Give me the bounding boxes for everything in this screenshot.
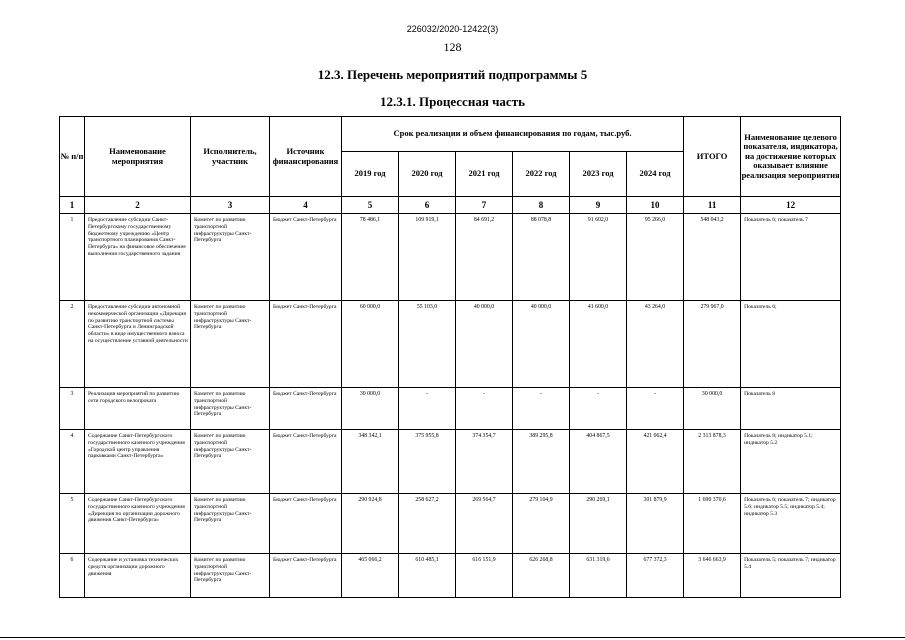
value-2020: 109 919,1: [399, 214, 456, 301]
value-2020: 55 103,0: [399, 301, 456, 388]
value-2024: -: [627, 388, 684, 430]
value-2019: 78 486,1: [342, 214, 399, 301]
table-row: [60, 301, 841, 388]
table-row: [60, 430, 841, 494]
header-name: Наименование мероприятия: [85, 117, 191, 197]
funding-source: Бюджет Санкт-Петербурга: [270, 494, 342, 554]
value-2019: 348 342,1: [342, 430, 399, 494]
column-number: 11: [684, 197, 741, 214]
header-year: 2020 год: [399, 152, 456, 197]
column-number: 8: [513, 197, 570, 214]
document-id: 226032/2020-12422(3): [406, 24, 499, 34]
value-2021: 616 151,9: [456, 554, 513, 598]
value-2024: 677 372,3: [627, 554, 684, 598]
indicator: Показатель 5; показатель 7; индикатор 5.4: [741, 554, 841, 598]
value-total: 548 043,2: [684, 214, 741, 301]
value-2020: 258 627,2: [399, 494, 456, 554]
value-2024: 421 062,4: [627, 430, 684, 494]
table-row: [60, 494, 841, 554]
value-2024: 301 879,9: [627, 494, 684, 554]
value-2021: 269 564,7: [456, 494, 513, 554]
subsection-title: 12.3.1. Процессная часть: [380, 94, 525, 109]
value-2022: 88 078,8: [513, 214, 570, 301]
value-2022: -: [513, 388, 570, 430]
value-2020: -: [399, 388, 456, 430]
value-2022: 279 104,9: [513, 494, 570, 554]
value-2020: 610 485,1: [399, 554, 456, 598]
column-number: 5: [342, 197, 399, 214]
row-number: 2: [60, 301, 85, 388]
header-executor: Исполнитель, участник: [191, 117, 270, 197]
executor: Комитет по развитию транспортной инфраструктуры Санкт-Петербурга: [191, 388, 270, 430]
value-2024: 43 264,0: [627, 301, 684, 388]
page-bottom-border: [0, 637, 905, 638]
header-source: Источник финансирования: [270, 117, 342, 197]
page-number: 128: [443, 40, 462, 54]
funding-source: Бюджет Санкт-Петербурга: [270, 388, 342, 430]
header-num: № п/п: [60, 117, 85, 197]
row-number: 1: [60, 214, 85, 301]
value-2023: 290 269,1: [570, 494, 627, 554]
column-number: 12: [741, 197, 841, 214]
header-indicator: Наименование целевого показателя, индикатора, на достижение которых оказывает влияние реализация мероприятия: [741, 117, 841, 197]
value-2023: 91 602,0: [570, 214, 627, 301]
header-year: 2019 год: [342, 152, 399, 197]
executor: Комитет по развитию транспортной инфраструктуры Санкт-Петербурга: [191, 430, 270, 494]
value-total: 2 313 878,3: [684, 430, 741, 494]
row-number: 6: [60, 554, 85, 598]
value-2019: 30 000,0: [342, 388, 399, 430]
value-2023: 631 319,6: [570, 554, 627, 598]
column-number: 4: [270, 197, 342, 214]
header-period-group: Срок реализации и объем финансирования по годам, тыс.руб.: [342, 117, 684, 152]
indicator: Показатель 8; индикатор 5.1; индикатор 5.2: [741, 430, 841, 494]
value-2023: 41 600,0: [570, 301, 627, 388]
header-year: 2021 год: [456, 152, 513, 197]
value-total: 30 000,0: [684, 388, 741, 430]
value-2021: 84 691,2: [456, 214, 513, 301]
header-year: 2022 год: [513, 152, 570, 197]
value-2022: 40 000,0: [513, 301, 570, 388]
value-2020: 375 955,8: [399, 430, 456, 494]
column-number-row: [60, 197, 841, 214]
executor: Комитет по развитию транспортной инфраструктуры Санкт-Петербурга: [191, 301, 270, 388]
activity-name: Реализация мероприятий по развитию сети городского велопроката: [85, 388, 191, 430]
value-total: 1 690 370,6: [684, 494, 741, 554]
table-row: [60, 388, 841, 430]
row-number: 4: [60, 430, 85, 494]
funding-source: Бюджет Санкт-Петербурга: [270, 214, 342, 301]
value-2021: -: [456, 388, 513, 430]
column-number: 10: [627, 197, 684, 214]
funding-source: Бюджет Санкт-Петербурга: [270, 301, 342, 388]
value-total: 3 646 663,9: [684, 554, 741, 598]
column-number: 6: [399, 197, 456, 214]
indicator: Показатель 6; показатель 7: [741, 214, 841, 301]
activity-name: Предоставление субсидии Санкт-Петербургскому государственному бюджетному учреждению «Центр транспортного планирования Санкт-Петербурга» на финансовое обеспечение выполнения государственного задания: [85, 214, 191, 301]
executor: Комитет по развитию транспортной инфраструктуры Санкт-Петербурга: [191, 214, 270, 301]
value-2019: 465 066,2: [342, 554, 399, 598]
column-number: 2: [85, 197, 191, 214]
column-number: 7: [456, 197, 513, 214]
funding-source: Бюджет Санкт-Петербурга: [270, 554, 342, 598]
indicator: Показатель 6; показатель 7; индикатор 5.6; индикатор 5.5; индикатор 5.4; индикатор 5.3: [741, 494, 841, 554]
activity-name: Содержание Санкт-Петербургского государственного казенного учреждения «Дирекция по организации дорожного движения Санкт-Петербурга»: [85, 494, 191, 554]
activity-name: Содержание Санкт-Петербургского государственного казенного учреждения «Городской центр управления парковками Санкт-Петербурга»: [85, 430, 191, 494]
header-year: 2023 год: [570, 152, 627, 197]
header-total: ИТОГО: [684, 117, 741, 197]
value-2024: 95 266,0: [627, 214, 684, 301]
column-number: 3: [191, 197, 270, 214]
executor: Комитет по развитию транспортной инфраструктуры Санкт-Петербурга: [191, 494, 270, 554]
header-year: 2024 год: [627, 152, 684, 197]
table-row: [60, 214, 841, 301]
indicator: Показатель 8: [741, 388, 841, 430]
value-2019: 290 924,8: [342, 494, 399, 554]
column-number: 9: [570, 197, 627, 214]
value-2021: 40 000,0: [456, 301, 513, 388]
row-number: 5: [60, 494, 85, 554]
table-row: [60, 554, 841, 598]
value-2022: 389 295,8: [513, 430, 570, 494]
column-number: 1: [60, 197, 85, 214]
funding-source: Бюджет Санкт-Петербурга: [270, 430, 342, 494]
value-2023: 404 867,5: [570, 430, 627, 494]
value-total: 279 967,0: [684, 301, 741, 388]
activity-name: Содержание и установка технических средств организации дорожного движения: [85, 554, 191, 598]
value-2022: 626 268,8: [513, 554, 570, 598]
value-2019: 60 000,0: [342, 301, 399, 388]
indicator: Показатель 6;: [741, 301, 841, 388]
value-2021: 374 354,7: [456, 430, 513, 494]
activities-table: [59, 116, 841, 598]
activity-name: Предоставление субсидии автономной некоммерческой организации «Дирекция по развитию транспортной системы Санкт-Петербурга и Ленинградской области» в виде имущественного взноса на осуществление уставной деятельности: [85, 301, 191, 388]
value-2023: -: [570, 388, 627, 430]
row-number: 3: [60, 388, 85, 430]
section-title: 12.3. Перечень мероприятий подпрограммы 5: [317, 67, 588, 82]
executor: Комитет по развитию транспортной инфраструктуры Санкт-Петербурга: [191, 554, 270, 598]
